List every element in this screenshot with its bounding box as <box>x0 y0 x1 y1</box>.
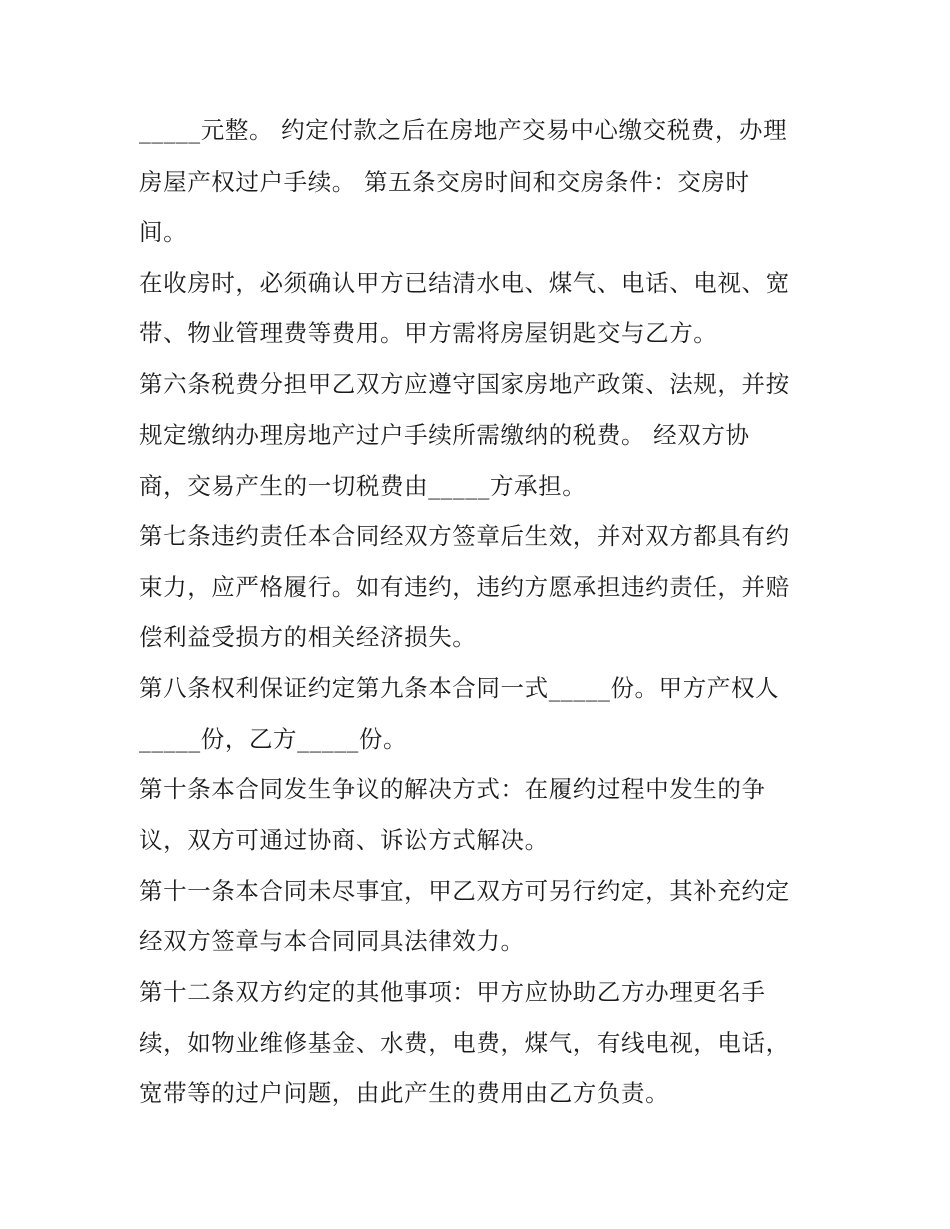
text-line: 第七条违约责任本合同经双方签章后生效，并对双方都具有约 <box>139 522 790 550</box>
text-line: 第十二条双方约定的其他事项：甲方应协助乙方办理更名手 <box>139 978 766 1006</box>
text-line: _____元整。 约定付款之后在房地产交易中心缴交税费，办理 <box>139 116 788 144</box>
text-line: 束力，应严格履行。如有违约，违约方愿承担违约责任，并赔 <box>139 573 790 601</box>
text-line: 在收房时，必须确认甲方已结清水电、煤气、电话、电视、宽 <box>139 269 790 297</box>
text-line: 间。 <box>139 218 188 246</box>
text-line: 宽带等的过户问题，由此产生的费用由乙方负责。 <box>139 1079 670 1107</box>
text-line: 规定缴纳办理房地产过户手续所需缴纳的税费。 经双方协 <box>139 421 750 449</box>
text-line: 第六条税费分担甲乙双方应遵守国家房地产政策、法规，并按 <box>139 370 790 398</box>
text-line: 第十一条本合同未尽事宜，甲乙双方可另行约定，其补充约定 <box>139 877 790 905</box>
text-line: 第十条本合同发生争议的解决方式：在履约过程中发生的争 <box>139 775 766 803</box>
text-line: _____份，乙方_____份。 <box>139 725 408 753</box>
text-line: 经双方签章与本合同同具法律效力。 <box>139 927 525 955</box>
text-line: 带、物业管理费等费用。甲方需将房屋钥匙交与乙方。 <box>139 319 718 347</box>
text-line: 续，如物业维修基金、水费，电费，煤气，有线电视，电话， <box>139 1029 790 1057</box>
text-line: 议，双方可通过协商、诉讼方式解决。 <box>139 826 549 854</box>
text-line: 房屋产权过户手续。 第五条交房时间和交房条件：交房时 <box>139 168 750 196</box>
text-line: 偿利益受损方的相关经济损失。 <box>139 623 477 651</box>
text-line: 第八条权利保证约定第九条本合同一式_____份。甲方产权人 <box>139 674 780 702</box>
text-line: 商，交易产生的一切税费由_____方承担。 <box>139 472 587 500</box>
